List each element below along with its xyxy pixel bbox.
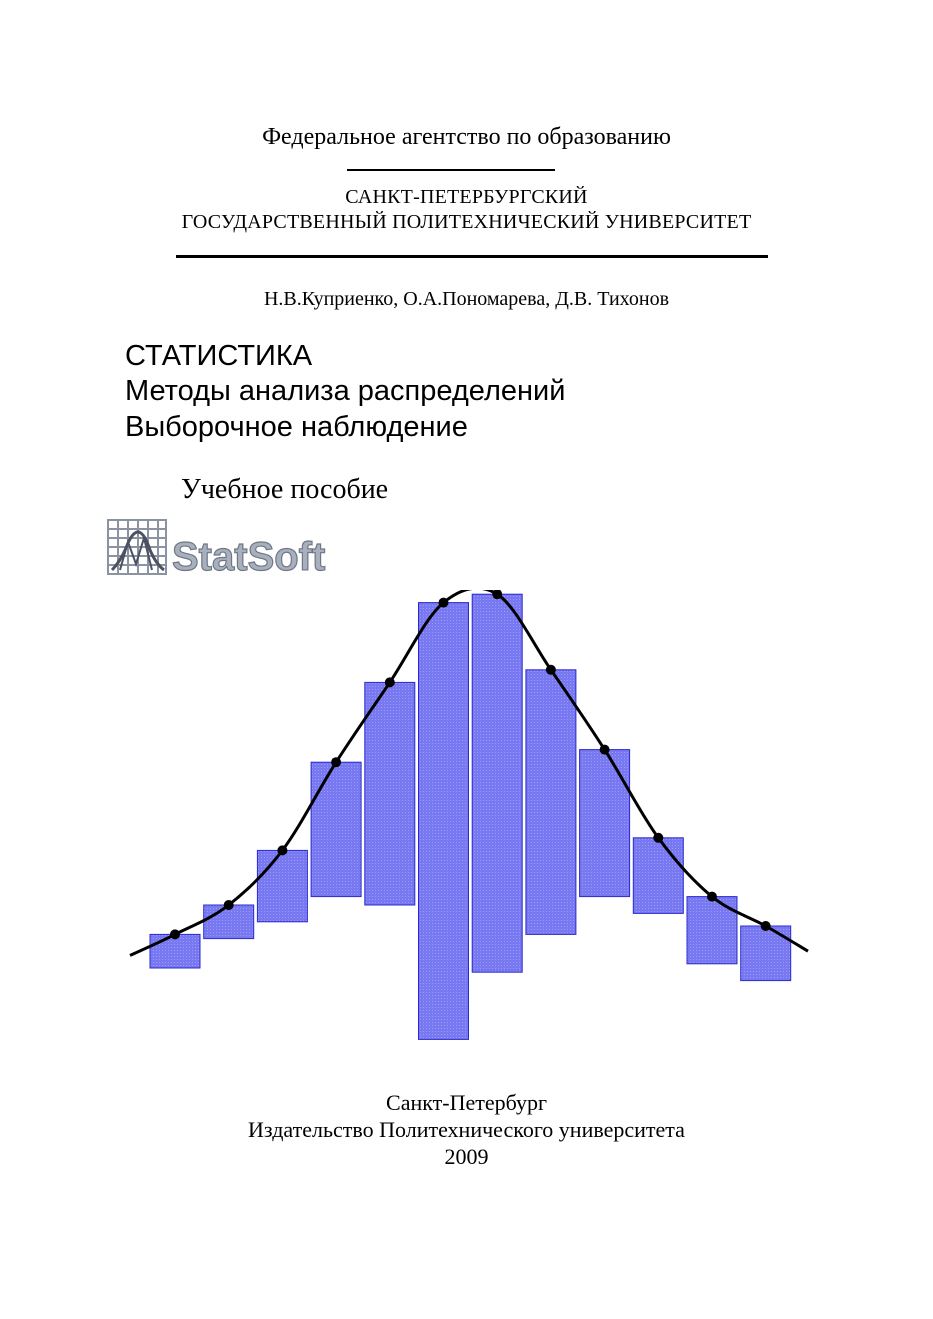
curve-point-5 — [385, 677, 395, 687]
authors: Н.В.Куприенко, О.А.Пономарева, Д.В. Тихонов — [263, 288, 670, 310]
histogram-bar-12 — [741, 926, 791, 981]
publication-year: 2009 — [444, 1144, 489, 1169]
university-name-line1: САНКТ-ПЕТЕРБУРГСКИЙ — [345, 186, 588, 208]
publisher: Издательство Политехнического университета — [248, 1117, 685, 1142]
histogram-bar-3 — [257, 850, 307, 921]
histogram-bar-10 — [633, 838, 683, 914]
title-line-2: Методы анализа распределений — [125, 375, 566, 407]
curve-point-11 — [707, 892, 717, 902]
curve-point-9 — [600, 745, 610, 755]
agency-name: Федеральное агентство по образованию — [262, 124, 671, 150]
statsoft-logo — [106, 518, 366, 576]
histogram-bar-2 — [204, 905, 254, 939]
histogram-figure — [126, 590, 816, 1050]
curve-point-12 — [761, 921, 771, 931]
publication-city: Санкт-Петербург — [386, 1090, 547, 1115]
histogram-bar-8 — [526, 670, 576, 935]
curve-point-2 — [224, 900, 234, 910]
statsoft-wordmark: StatSoft — [172, 535, 326, 576]
histogram-bar-5 — [365, 682, 415, 905]
histogram-bar-4 — [311, 762, 361, 896]
long-divider — [176, 255, 768, 258]
histogram-bar-7 — [472, 594, 522, 972]
document-type: Учебное пособие — [181, 474, 389, 505]
curve-point-8 — [546, 665, 556, 675]
short-divider — [347, 169, 555, 171]
histogram-bar-9 — [580, 750, 630, 897]
curve-point-3 — [277, 845, 287, 855]
curve-point-6 — [439, 598, 449, 608]
curve-point-10 — [653, 833, 663, 843]
curve-point-4 — [331, 757, 341, 767]
curve-point-1 — [170, 929, 180, 939]
histogram-bar-6 — [419, 603, 469, 1040]
title-line-1: СТАТИСТИКА — [125, 340, 313, 372]
university-name-line2: ГОСУДАРСТВЕННЫЙ ПОЛИТЕХНИЧЕСКИЙ УНИВЕРСИТЕТ — [181, 211, 752, 233]
title-line-3: Выборочное наблюдение — [125, 411, 468, 443]
histogram-bar-1 — [150, 934, 200, 968]
statsoft-grid-icon — [108, 520, 166, 574]
